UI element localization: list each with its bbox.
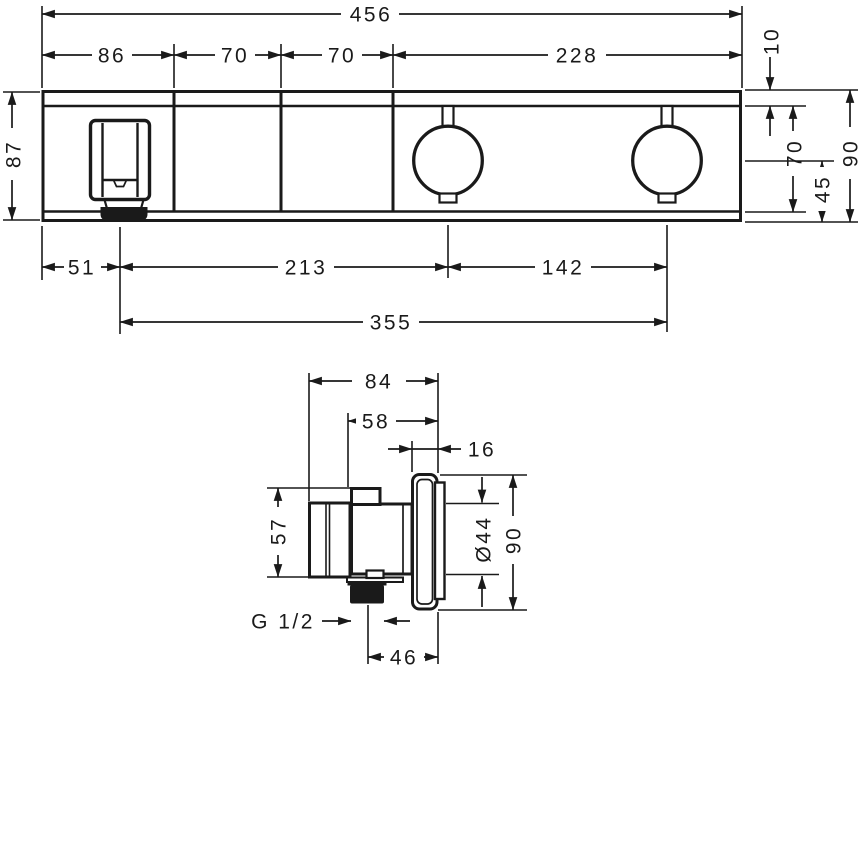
dim-label-outlet-offset: 51: [67, 256, 97, 280]
handle-2: [633, 106, 702, 203]
handle-1-knob: [414, 126, 483, 195]
side-view: [251, 371, 527, 670]
dim-label-segment-4: 228: [555, 44, 599, 68]
dim-right-height: [840, 90, 863, 222]
dim-handle-spacing: [448, 257, 667, 280]
dim-outlet-offset: [42, 257, 120, 280]
dim-label-axis-offset: 46: [389, 646, 419, 670]
handle-1-tab: [440, 194, 457, 203]
dim-label-flange-height: 90: [502, 525, 526, 555]
dim-label-right-height: 90: [839, 138, 863, 168]
handle-2-tab: [659, 194, 676, 203]
top-view: [2, 4, 863, 335]
dim-handle-axis-to-bottom: [812, 161, 835, 222]
dim-axis-offset: [368, 647, 438, 670]
dim-body-diameter: [473, 477, 496, 607]
handle-1: [414, 106, 483, 203]
dim-top-inset: [761, 27, 784, 136]
dim-label-left-height: 87: [2, 139, 26, 169]
dim-flange-height: [503, 475, 526, 610]
dim-label-overall-width: 456: [349, 3, 393, 27]
handle-2-stem: [662, 106, 673, 127]
dim-label-segment-3: 70: [327, 44, 357, 68]
side-top-cube: [352, 489, 381, 505]
thread-nipple-collar: [348, 582, 387, 586]
side-clip-tab: [367, 571, 384, 579]
holder-body: [91, 121, 150, 200]
dim-label-segment-1: 86: [97, 44, 127, 68]
dim-segment-1: [42, 45, 174, 68]
dim-label-outlet-to-handle-2: 355: [369, 311, 413, 335]
dim-label-flange-depth: 16: [467, 438, 497, 462]
dim-holder-height: [268, 488, 291, 577]
hand-shower-holder: [91, 121, 150, 222]
dim-label-handle-spacing: 142: [541, 256, 585, 280]
wall-flange-lip: [435, 483, 445, 600]
dim-label-total-depth: 84: [364, 370, 394, 394]
dim-label-body-diameter: Ø44: [472, 515, 496, 563]
dim-label-body-depth: 58: [361, 410, 391, 434]
dim-segment-3: [281, 45, 393, 68]
dim-label-holder-height: 57: [267, 516, 291, 546]
dim-left-height: [2, 92, 26, 220]
dim-outlet-to-handle-2: [120, 312, 667, 335]
dim-label-inner-height: 70: [783, 138, 807, 168]
dim-label-handle-axis-to-bottom: 45: [811, 174, 835, 204]
handle-1-stem: [443, 106, 454, 127]
dim-thread-size: [251, 611, 410, 634]
side-body-shapes: [310, 475, 445, 610]
dim-outlet-to-handle-1: [120, 257, 448, 280]
dim-label-thread-size: G 1/2: [251, 610, 315, 634]
dim-label-top-inset: 10: [760, 26, 784, 56]
dim-flange-depth: [388, 439, 496, 462]
dim-body-depth: [348, 411, 438, 434]
dim-overall-width: [42, 4, 742, 27]
thread-nipple: [350, 585, 384, 604]
handle-2-knob: [633, 126, 702, 195]
dim-label-segment-2: 70: [220, 44, 250, 68]
dim-total-depth: [309, 371, 438, 394]
outlet-nut: [101, 207, 148, 222]
dim-segment-4: [393, 45, 742, 68]
dim-inner-height: [784, 106, 807, 212]
dim-label-outlet-to-handle-1: 213: [284, 256, 328, 280]
dim-segment-2: [174, 45, 281, 68]
